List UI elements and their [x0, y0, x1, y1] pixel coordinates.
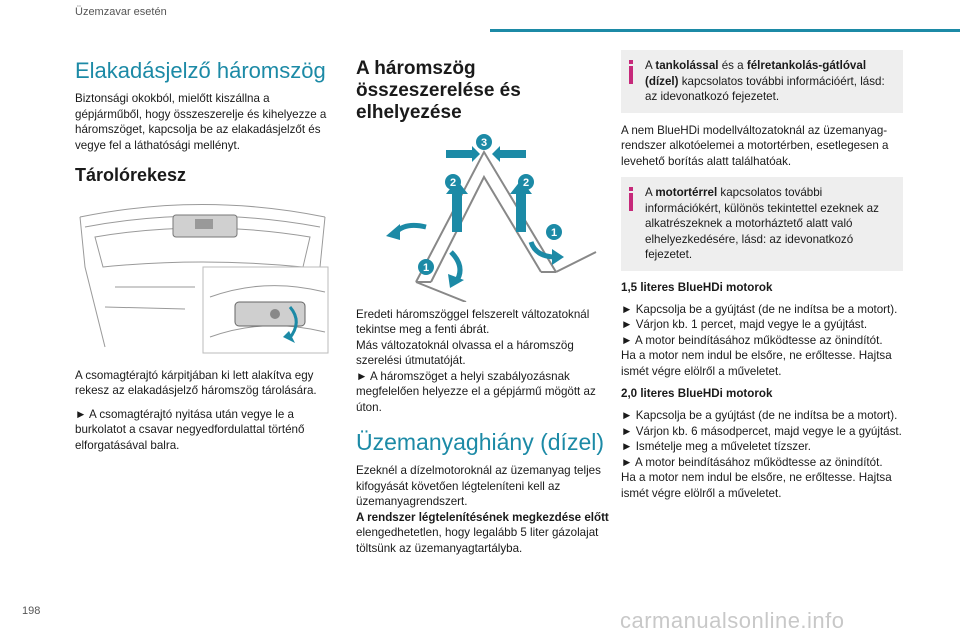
storage-text-1: A csomagtérajtó kárpitjában ki lett alakítva egy rekesz az elakadásjelző háromszög tárolására.	[75, 368, 317, 398]
note1-d: félretankolás-gátlóval (dízel)	[645, 59, 867, 88]
info-icon	[629, 187, 633, 211]
storage-title: Tárolórekesz	[75, 165, 187, 186]
watermark: carmanualsonline.info	[620, 608, 845, 633]
header-accent-bar	[490, 29, 960, 32]
subtitle-15-bluehdi: 1,5 literes BlueHDi motorok	[621, 280, 773, 294]
note2-a: A	[645, 186, 656, 199]
note2-b: motortérrel	[655, 186, 718, 199]
trunk-compartment-illustration	[75, 197, 330, 355]
assembly-title: A háromszög összeszerelése és elhelyezése	[356, 58, 521, 123]
column-3	[621, 50, 903, 509]
note1-e: kapcsolatos további információért, lásd: az idevonatkozó fejezetet.	[645, 74, 885, 103]
fuel-warning	[356, 510, 611, 557]
page-header	[0, 0, 960, 30]
note1-b: tankolással	[655, 59, 719, 72]
section-title: Üzemzavar esetén	[75, 6, 167, 18]
column-2	[356, 50, 611, 564]
fuel-warning-rest: elengedhetetlen, hogy legalább 5 liter gázolajat töltsünk az üzemanyagtartályba.	[356, 526, 599, 555]
subtitle-20-bluehdi: 2,0 literes BlueHDi motorok	[621, 387, 773, 400]
note2-c: kapcsolatos további információkért, különös tekintettel ezeknek az alkatrészeknek a motorháztető alatt való elhelyezkedésére, lásd: az idevonatkozó fejezetet.	[645, 186, 879, 261]
callout-1-left: 1	[422, 261, 430, 274]
fuel-shortage-title: Üzemanyaghiány (dízel)	[356, 429, 605, 456]
s2-step-2: ► Várjon kb. 6 másodpercet, majd vegye le a gyújtást.	[621, 424, 902, 438]
info-icon	[629, 60, 633, 84]
column-1	[75, 50, 330, 461]
s2-step-3: ► Ismételje meg a műveletet tízszer.	[621, 440, 811, 453]
note1-c: és a	[718, 59, 747, 72]
page-number: 198	[22, 605, 41, 617]
storage-text-2: ► A csomagtérajtó nyitása után vegye le a burkolatot a csavar negyedfordulattal történő elforgatásával balra.	[75, 407, 305, 452]
assembly-text-1: Eredeti háromszöggel felszerelt változatoknál tekintse meg a fenti ábrát.	[356, 307, 590, 337]
s1-step-1: ► Kapcsolja be a gyújtást (de ne indítsa be a motort).	[621, 302, 898, 316]
s1-step-4: Ha a motor nem indul be elsőre, ne erőltesse. Hajtsa ismét végre elölről a műveletet.	[621, 349, 892, 378]
s1-step-2: ► Várjon kb. 1 percet, majd vegye le a gyújtást.	[621, 318, 868, 331]
info-note-refuelling	[621, 50, 903, 113]
s2-step-1: ► Kapcsolja be a gyújtást (de ne indítsa be a motort).	[621, 409, 898, 422]
warning-triangle-title: Elakadásjelző háromszög	[75, 58, 326, 83]
callout-3: 3	[480, 136, 488, 149]
info-note-engine	[621, 177, 903, 271]
non-bluehdi-text: A nem BlueHDi modellváltozatoknál az üzemanyag-rendszer alkotóelemei a motortérben, esetlegesen a levehető borítás alatt találhatóak.	[621, 123, 889, 168]
fuel-warning-bold: A rendszer légtelenítésének megkezdése előtt	[356, 510, 609, 524]
s1-step-3: ► A motor beindításához működtesse az önindítót.	[621, 333, 883, 347]
callout-2-right: 2	[522, 176, 530, 189]
triangle-assembly-illustration	[356, 132, 611, 302]
s2-step-4: ► A motor beindításához működtesse az önindítót.	[621, 455, 883, 469]
note1-a: A	[645, 59, 656, 72]
assembly-text-3: ► A háromszöget a helyi szabályozásnak megfelelően helyezze el a gépjármű mögött az úton.	[356, 369, 596, 414]
safety-intro: Biztonsági okokból, mielőtt kiszállna a gépjárműből, hogy összeszerelje és kihelyezze a háromszöget, kapcsolja be az elakadásjelzőt és vegye fel a láthatósági mellényt.	[75, 92, 327, 152]
assembly-text-2: Más változatoknál olvassa el a háromszög szerelési útmutatóját.	[356, 338, 574, 368]
callout-1-right: 1	[550, 226, 558, 239]
s2-step-5: Ha a motor nem indul be elsőre, ne erőltesse. Hajtsa ismét végre elölről a műveletet.	[621, 471, 892, 500]
callout-2-left: 2	[449, 176, 457, 189]
fuel-text: Ezeknél a dízelmotoroknál az üzemanyag teljes kifogyását követően légteleníteni kell az üzemanyagrendszert.	[356, 464, 601, 509]
